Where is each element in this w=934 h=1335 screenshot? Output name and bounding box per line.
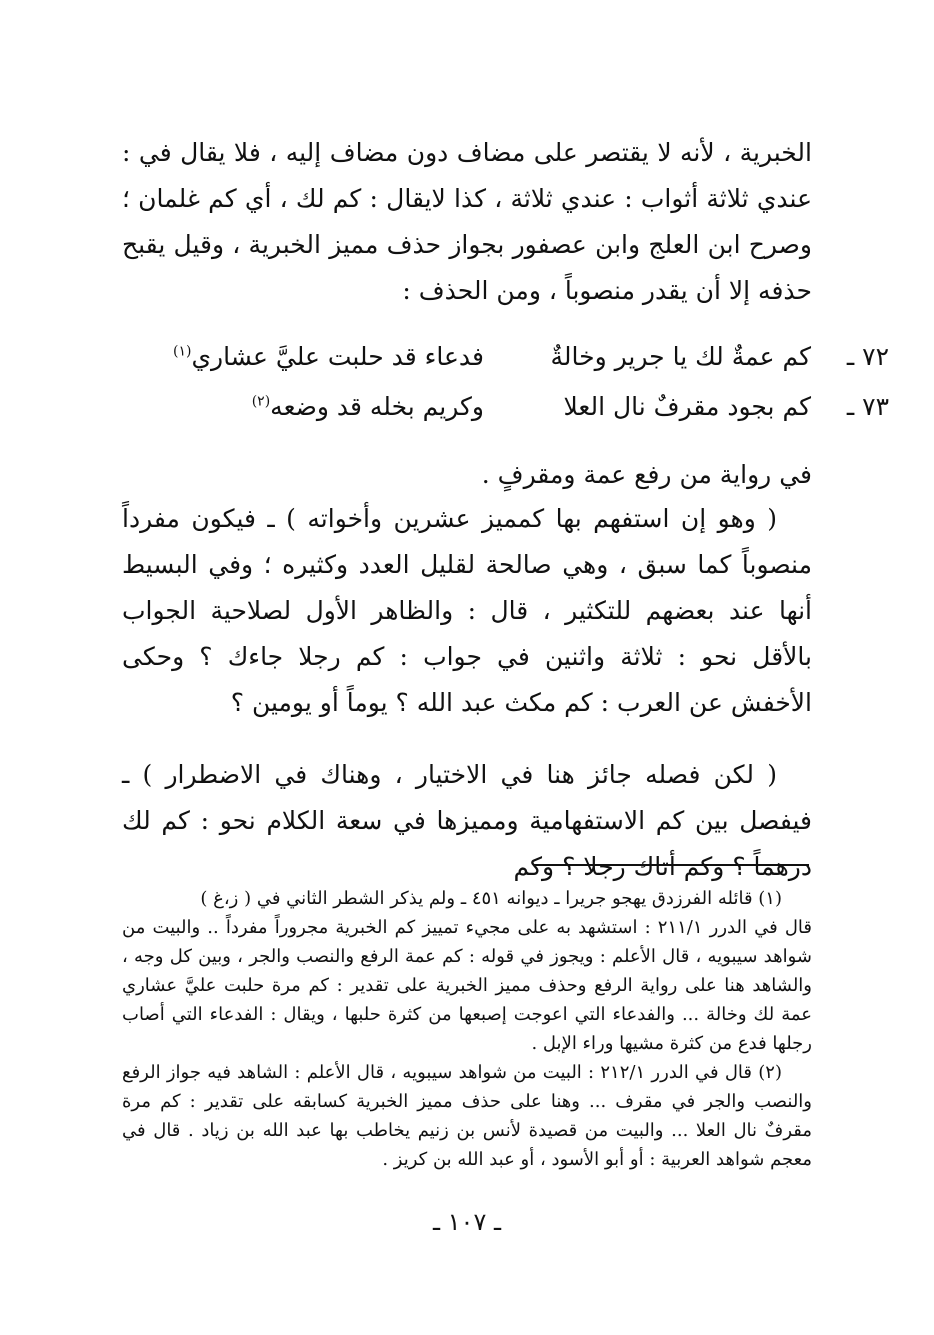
- verse-second-text: فدعاء قد حلبت عليَّ عشاري: [191, 342, 484, 371]
- footnote-1-title: (١) قائله الفرزدق يهجو جريرا ـ ديوانه ٤٥١ ـ ولم يذكر الشطر الثاني في ( ز،غ ): [200, 888, 782, 909]
- verse-list: [121, 332, 889, 432]
- footnote-2-body: (٢) قال في الدرر ٢١٢/١ : البيت من شواهد سيبويه ، قال الأعلم : الشاهد فيه جواز الرفع والنصب والجر في مقرف ... وهنا على حذف مميز الخبرية كسابقه على تقدير : كم مرة مقرفٌ نال العلا ... والبيت من قصيدة لأنس بن زنيم يخاطب بها عبد الله بن زياد . قال في معجم شواهد العربية : أو أبو الأسود ، أو عبد الله بن كريز .: [122, 1062, 812, 1170]
- main-text-block-2: [122, 452, 812, 498]
- page-number: ـ ١٠٧ ـ: [432, 1208, 501, 1236]
- verse-second-hemistich: [172, 332, 484, 382]
- main-text-block-3: [122, 496, 812, 726]
- paragraph-1: الخبرية ، لأنه لا يقتصر على مضاف دون مضاف إليه ، فلا يقال في : عندي ثلاثة أثواب : عندي ثلاثة ، كذا لايقال : كم لك ، أي كم غلمان ؛ وصرح ابن العلج وابن عصفور بجواز حذف مميز الخبرية ، وقيل يقبح حذفه إلا أن يقدر منصوباً ، ومن الحذف :: [122, 138, 812, 305]
- paragraph-3: ( وهو إن استفهم بها كمميز عشرين وأخواته ) ـ فيكون مفرداً منصوباً كما سبق ، وهي صالحة لقليل العدد وكثيره ؛ وفي البسيط أنها عند بعضهم للتكثير ، قال : والظاهر الأول لصلاحية الجواب بالأقل نحو : ثلاثة واثنين في جواب : كم رجلا جاءك ؟ وحكى الأخفش عن العرب : كم مكث عبد الله ؟ يوماً أو يومين ؟: [122, 504, 812, 717]
- verse-number: ٧٣ ـ: [846, 392, 889, 421]
- footnote-ref-1: (١): [172, 343, 192, 360]
- verse-row-73: [121, 382, 889, 432]
- verse-first-hemistich: كم بجود مقرفٌ نال العلا: [563, 392, 811, 421]
- footnote-separator: [533, 864, 809, 866]
- footnote-ref-2: (٢): [251, 393, 271, 410]
- paragraph-2: في رواية من رفع عمة ومقرفٍ .: [481, 460, 812, 489]
- footnote-1-body: قال في الدرر ٢١١/١ : استشهد به على مجيء تمييز كم الخبرية مجروراً مفرداً .. والبيت من شواهد سيبويه ، قال الأعلم : ويجوز في قوله : كم عمة الرفع والنصب والجر ، وبين كل وجه ، والشاهد هنا على رواية الرفع وحذف مميز الخبرية على تقدير : كم مرة حلبت عليَّ عشاري عمة لك وخالة ... والفدعاء التي اعوجت إصبعها من كثرة حلبها ، ويقال : الفدعاء التي أصاب رجلها فدع من كثرة مشيها وراء الإبل .: [122, 917, 812, 1054]
- verse-number: ٧٢ ـ: [846, 342, 889, 371]
- footnotes: [122, 884, 812, 1174]
- verse-second-text: وكريم بخله قد وضعه: [270, 392, 484, 421]
- main-text-block-4: [122, 752, 812, 890]
- paragraph-4: ( لكن فصله جائز هنا في الاختيار ، وهناك في الاضطرار ) ـ فيفصل بين كم الاستفهامية ومميزها في سعة الكلام نحو : كم لك درهماً ؟ وكم أتاك رجلا ؟ وكم: [122, 760, 812, 881]
- verse-row-72: [121, 332, 889, 382]
- verse-first-hemistich: كم عمةٌ لك يا جرير وخالةٌ: [550, 342, 811, 371]
- verse-second-hemistich: [194, 382, 484, 432]
- main-text-block-1: [122, 130, 812, 314]
